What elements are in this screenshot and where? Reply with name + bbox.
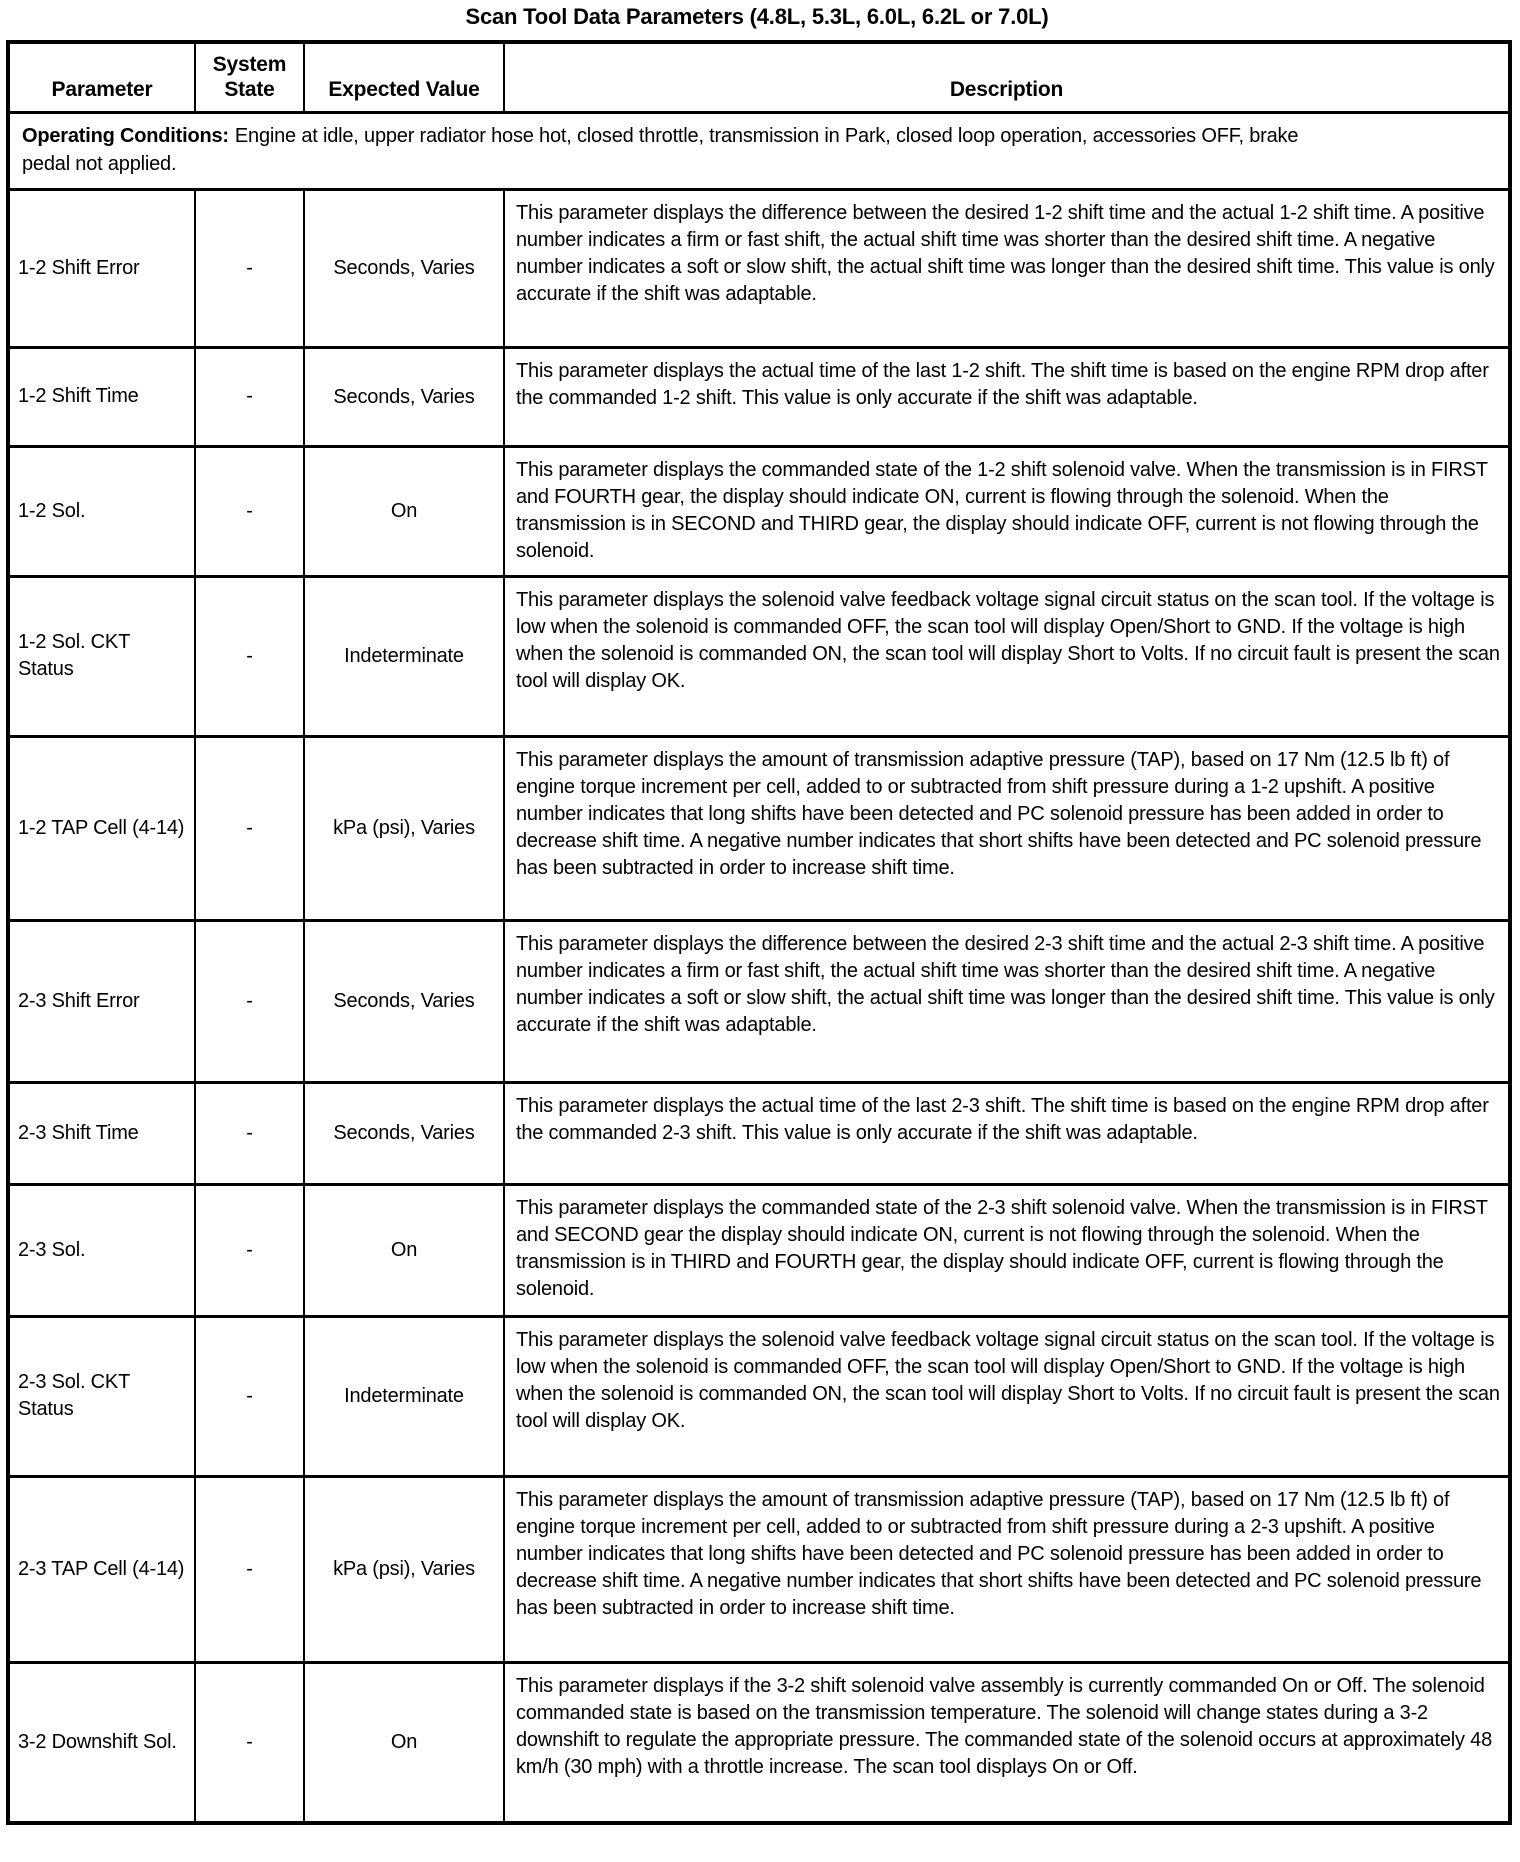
expected-value-cell: On xyxy=(304,1662,504,1823)
expected-value-cell: kPa (psi), Varies xyxy=(304,1476,504,1662)
table-row xyxy=(8,1082,1510,1184)
table-row xyxy=(8,189,1510,347)
parameter-cell: 1-2 Shift Time xyxy=(8,347,195,446)
parameter-cell: 3-2 Downshift Sol. xyxy=(8,1662,195,1823)
expected-value-cell: On xyxy=(304,1184,504,1316)
column-header-description: Description xyxy=(504,42,1510,112)
operating-conditions-text-block xyxy=(22,122,1312,178)
page-title: Scan Tool Data Parameters (4.8L, 5.3L, 6.0L, 6.2L or 7.0L) xyxy=(465,4,1049,29)
system-state-cell: - xyxy=(195,446,304,576)
parameter-cell: 2-3 Shift Error xyxy=(8,920,195,1082)
description-cell: This parameter displays if the 3-2 shift solenoid valve assembly is currently commanded On or Off. The solenoid commanded state is based on the transmission temperature. The solenoid will change states during a 3-2 downshift to regulate the appropriate pressure. The commanded state of the solenoid occurs at approximately 48 km/h (30 mph) with a throttle increase. The scan tool displays On or Off. xyxy=(504,1662,1510,1823)
system-state-cell: - xyxy=(195,1662,304,1823)
table-row xyxy=(8,920,1510,1082)
expected-value-cell: Indeterminate xyxy=(304,576,504,736)
table-row xyxy=(8,736,1510,920)
system-state-cell: - xyxy=(195,920,304,1082)
parameter-cell: 1-2 Shift Error xyxy=(8,189,195,347)
system-state-cell: - xyxy=(195,1082,304,1184)
table-row xyxy=(8,1316,1510,1476)
description-cell: This parameter displays the actual time of the last 1-2 shift. The shift time is based on the engine RPM drop after the commanded 1-2 shift. This value is only accurate if the shift was adaptable. xyxy=(504,347,1510,446)
expected-value-cell: Seconds, Varies xyxy=(304,1082,504,1184)
description-cell: This parameter displays the commanded state of the 2-3 shift solenoid valve. When the transmission is in FIRST and SECOND gear the display should indicate ON, current is not flowing through the solenoid. When the transmission is in THIRD and FOURTH gear, the display should indicate OFF, current is flowing through the solenoid. xyxy=(504,1184,1510,1316)
system-state-cell: - xyxy=(195,576,304,736)
parameter-cell: 2-3 Shift Time xyxy=(8,1082,195,1184)
parameter-cell: 1-2 Sol. CKT Status xyxy=(8,576,195,736)
description-cell: This parameter displays the amount of transmission adaptive pressure (TAP), based on 17 Nm (12.5 lb ft) of engine torque increment per cell, added to or subtracted from shift pressure during a 2-3 upshift. A positive number indicates that long shifts have been detected and PC solenoid pressure has been added in order to decrease shift time. A negative number indicates that short shifts have been detected and PC solenoid pressure has been subtracted in order to increase shift time. xyxy=(504,1476,1510,1662)
description-cell: This parameter displays the solenoid valve feedback voltage signal circuit status on the scan tool. If the voltage is low when the solenoid is commanded OFF, the scan tool will display Open/Short to GND. If the voltage is high when the solenoid is commanded ON, the scan tool will display Short to Volts. If no circuit fault is present the scan tool will display OK. xyxy=(504,1316,1510,1476)
column-header-parameter: Parameter xyxy=(8,42,195,112)
operating-conditions-cell xyxy=(8,112,1510,189)
system-state-cell: - xyxy=(195,736,304,920)
description-cell: This parameter displays the commanded state of the 1-2 shift solenoid valve. When the transmission is in FIRST and FOURTH gear, the display should indicate ON, current is flowing through the solenoid. When the transmission is in SECOND and THIRD gear, the display should indicate OFF, current is not flowing through the solenoid. xyxy=(504,446,1510,576)
parameter-cell: 2-3 Sol. xyxy=(8,1184,195,1316)
operating-conditions-label: Operating Conditions: xyxy=(22,124,229,147)
table-row xyxy=(8,1184,1510,1316)
expected-value-cell: Seconds, Varies xyxy=(304,920,504,1082)
expected-value-cell: Seconds, Varies xyxy=(304,189,504,347)
table-row xyxy=(8,1476,1510,1662)
column-header-system-state: System State xyxy=(195,42,304,112)
description-cell: This parameter displays the amount of transmission adaptive pressure (TAP), based on 17 Nm (12.5 lb ft) of engine torque increment per cell, added to or subtracted from shift pressure during a 1-2 upshift. A positive number indicates that long shifts have been detected and PC solenoid pressure has been added in order to decrease shift time. A negative number indicates that short shifts have been detected and PC solenoid pressure has been subtracted in order to increase shift time. xyxy=(504,736,1510,920)
table-header-row xyxy=(8,42,1510,112)
system-state-cell: - xyxy=(195,1184,304,1316)
expected-value-cell: Seconds, Varies xyxy=(304,347,504,446)
parameter-cell: 2-3 Sol. CKT Status xyxy=(8,1316,195,1476)
parameter-cell: 1-2 Sol. xyxy=(8,446,195,576)
operating-conditions-row xyxy=(8,112,1510,189)
system-state-cell: - xyxy=(195,347,304,446)
operating-conditions-text: Engine at idle, upper radiator hose hot, closed throttle, transmission in Park, closed loop operation, accessories OFF, brake pedal not applied. xyxy=(22,124,1299,175)
column-header-expected-value: Expected Value xyxy=(304,42,504,112)
description-cell: This parameter displays the solenoid valve feedback voltage signal circuit status on the scan tool. If the voltage is low when the solenoid is commanded OFF, the scan tool will display Open/Short to GND. If the voltage is high when the solenoid is commanded ON, the scan tool will display Short to Volts. If no circuit fault is present the scan tool will display OK. xyxy=(504,576,1510,736)
description-cell: This parameter displays the difference between the desired 2-3 shift time and the actual 2-3 shift time. A positive number indicates a firm or fast shift, the actual shift time was shorter than the desired shift time. A negative number indicates a soft or slow shift, the actual shift time was longer than the desired shift time. This value is only accurate if the shift was adaptable. xyxy=(504,920,1510,1082)
table-row xyxy=(8,576,1510,736)
parameter-cell: 2-3 TAP Cell (4-14) xyxy=(8,1476,195,1662)
table-row xyxy=(8,347,1510,446)
expected-value-cell: Indeterminate xyxy=(304,1316,504,1476)
table-row xyxy=(8,1662,1510,1823)
system-state-cell: - xyxy=(195,1476,304,1662)
system-state-cell: - xyxy=(195,1316,304,1476)
expected-value-cell: kPa (psi), Varies xyxy=(304,736,504,920)
expected-value-cell: On xyxy=(304,446,504,576)
parameter-cell: 1-2 TAP Cell (4-14) xyxy=(8,736,195,920)
description-cell: This parameter displays the difference between the desired 1-2 shift time and the actual 1-2 shift time. A positive number indicates a firm or fast shift, the actual shift time was shorter than the desired shift time. A negative number indicates a soft or slow shift, the actual shift time was longer than the desired shift time. This value is only accurate if the shift was adaptable. xyxy=(504,189,1510,347)
description-cell: This parameter displays the actual time of the last 2-3 shift. The shift time is based on the engine RPM drop after the commanded 2-3 shift. This value is only accurate if the shift was adaptable. xyxy=(504,1082,1510,1184)
scan-tool-parameters-table xyxy=(6,40,1512,1825)
table-row xyxy=(8,446,1510,576)
system-state-cell: - xyxy=(195,189,304,347)
